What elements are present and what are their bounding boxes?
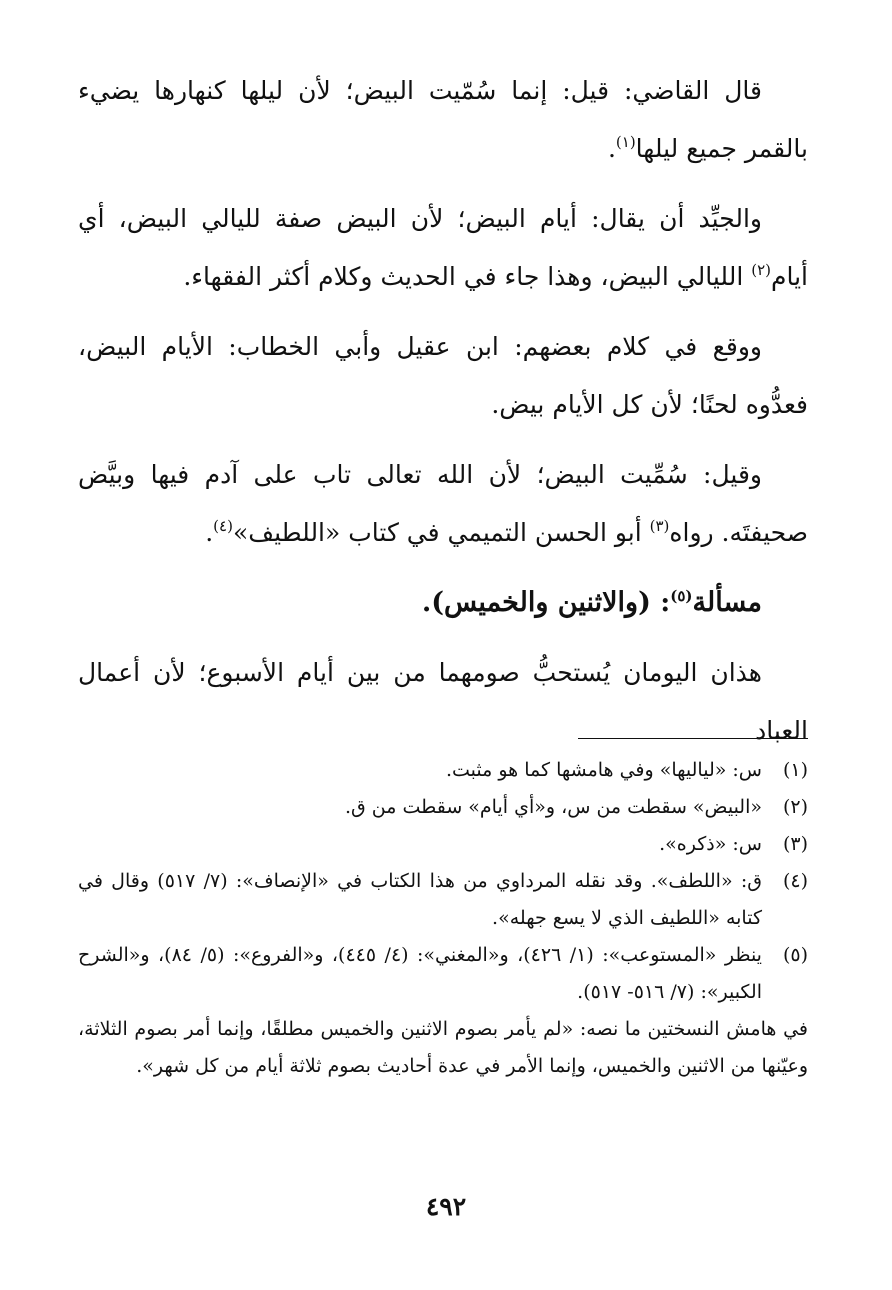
issue-heading: مسألة$^{(٥)}$: (والاثنين والخميس).: [421, 587, 762, 618]
footnote-number: (٣): [782, 833, 808, 855]
footnote-item: [78, 752, 808, 789]
footnote-number: (٢): [782, 796, 808, 818]
footnote-text: س: «لياليها» وفي هامشها كما هو مثبت.: [445, 759, 762, 781]
footnotes: [78, 752, 808, 1085]
footnote-number: (١): [782, 759, 808, 781]
footnote-text: ق: «اللطف». وقد نقله المرداوي من هذا الكتاب في «الإنصاف»: (٧/ ٥١٧) وقال في كتابه «اللطيف الذي لا يسع جهله».: [78, 870, 762, 929]
footnote-ref-1[interactable]: (١): [615, 133, 636, 151]
footnote-text: س: «ذكره».: [659, 833, 762, 855]
footnote-text: ينظر «المستوعب»: (١/ ٤٢٦)، و«المغني»: (٤/ ٤٤٥)، و«الفروع»: (٥/ ٨٤)، و«الشرح الكبير»: (٧/ ٥١٦- ٥١٧).: [78, 944, 762, 1003]
paragraph-4: وقيل: سُمِّيت البيض؛ لأن الله تعالى تاب على آدم فيها وبيَّض صحيفتَه. رواه$^{(٣)}$ أبو الحسن التميمي في كتاب «اللطيف»$^{(٤)}$.: [78, 460, 808, 547]
footnote-item: [78, 826, 808, 863]
footnote-number: (٥): [782, 944, 808, 966]
footnote-number: (٤): [782, 870, 808, 892]
paragraph-2: والجيِّد أن يقال: أيام البيض؛ لأن البيض صفة لليالي البيض، أي أيام$^{(٢)}$ الليالي البيض، وهذا جاء في الحديث وكلام أكثر الفقهاء.: [78, 204, 808, 291]
footnote-ref-3[interactable]: (٣): [649, 517, 670, 535]
footnote-item: [78, 937, 808, 1011]
footnote-ref-2[interactable]: (٢): [751, 261, 771, 279]
footnote-ref-4[interactable]: (٤): [213, 517, 233, 535]
footnote-text: «البيض» سقطت من س، و«أي أيام» سقطت من ق.: [344, 796, 762, 818]
paragraph-3: ووقع في كلام بعضهم: ابن عقيل وأبي الخطاب: الأيام البيض، فعدُّوه لحنًا؛ لأن كل الأيام بيض.: [78, 332, 808, 419]
page-number: ٤٩٢: [425, 1192, 467, 1221]
footnote-item: [78, 863, 808, 937]
footnote-separator: [578, 738, 808, 739]
main-text: [78, 62, 808, 772]
footnote-item: [78, 789, 808, 826]
footnote-continuation: في هامش النسختين ما نصه: «لم يأمر بصوم الاثنين والخميس مطلقًا، وإنما أمر بصوم الثلاثة، وعيّنها من الاثنين والخميس، وإنما الأمر في عدة أحاديث بصوم ثلاثة أيام من كل شهر».: [78, 1018, 808, 1077]
paragraph-1: قال القاضي: قيل: إنما سُمّيت البيض؛ لأن ليلها كنهارها يضيء بالقمر جميع ليلها$^{(١)}$.: [78, 76, 808, 163]
footnote-ref-5[interactable]: (٥): [670, 587, 693, 605]
paragraph-5: هذان اليومان يُستحبُّ صومهما من بين أيام الأسبوع؛ لأن أعمال العباد: [78, 658, 808, 745]
